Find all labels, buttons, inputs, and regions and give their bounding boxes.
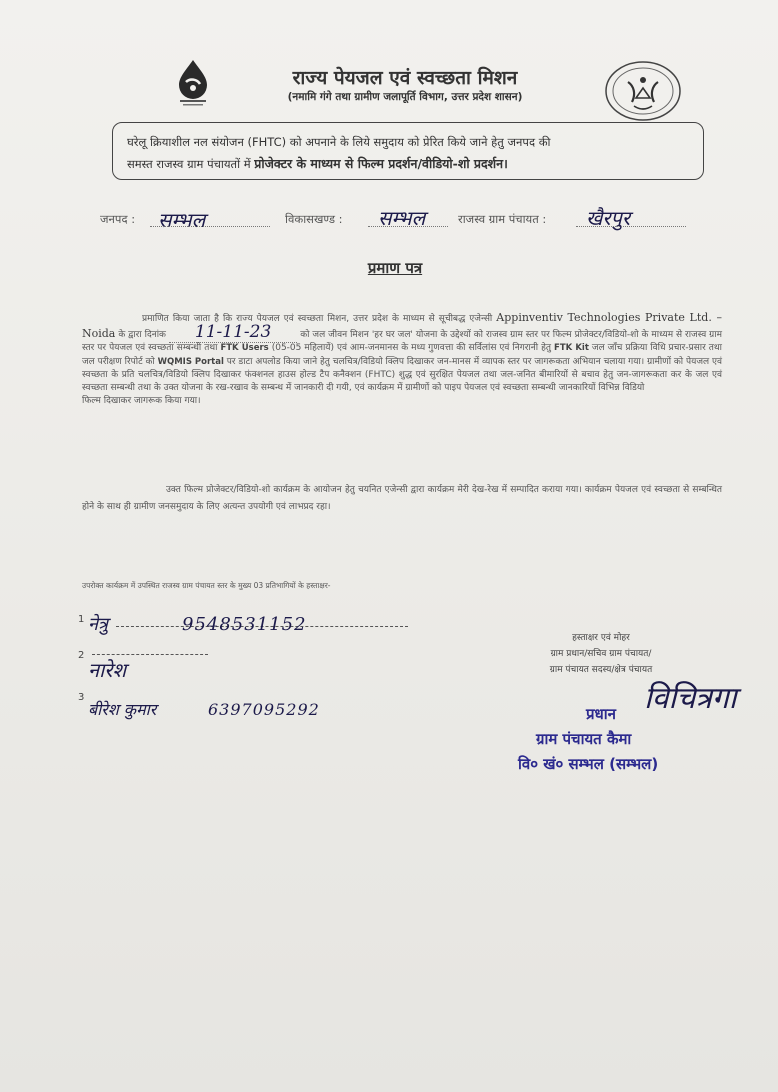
p1-part-b: के द्वारा दिनांक: [118, 330, 166, 341]
p1-part-g: फिल्म दिखाकर जागरूक किया गया।: [82, 396, 201, 407]
participant-number: 3: [78, 692, 85, 703]
location-fields: [100, 206, 700, 238]
ftk-users: FTK Users: [220, 343, 269, 354]
agency-name: Appinventiv Technologies Private Ltd. – Noida: [82, 311, 722, 341]
banner-line-2-bold: प्रोजेक्टर के माध्यम से फिल्म प्रदर्शन/वीडियो-शो प्रदर्शन।: [254, 156, 508, 171]
participant-row: [78, 612, 408, 642]
p1-part-c: को जल जीवन मिशन 'हर घर जल' योजना के उद्देश्यों को राजस्व ग्राम स्तर पर फिल्म प्रोजेक्टर/विडियो-शो के माध्यम से राजस्व ग्राम स्तर पर पेयजल एवं स्वच्छता सम्बन्धी तथा: [82, 330, 722, 354]
participant-row: [78, 650, 408, 686]
pradhan-signature: विचित्रगा: [644, 681, 737, 716]
participant-phone: 9548531152: [182, 614, 307, 635]
ftk-kit: FTK Kit: [554, 343, 589, 354]
panchayat-line: [576, 226, 686, 227]
signature-block-line-1: हस्ताक्षर एवं मोहर: [572, 633, 630, 643]
wqmis-portal: WQMIS Portal: [157, 356, 224, 367]
jal-jeevan-logo: [170, 58, 216, 108]
scheme-banner: [112, 122, 704, 180]
pradhan-stamp: [518, 702, 708, 777]
up-government-emblem: [604, 60, 682, 122]
signature-block-line-2: ग्राम प्रधान/सचिव ग्राम पंचायत/: [550, 649, 652, 659]
stamp-line-2: ग्राम पंचायत कैमा: [536, 730, 632, 748]
stamp-line-3: वि० खं० सम्भल (सम्भल): [518, 755, 659, 773]
header-subtitle: (नमामि गंगे तथा ग्रामीण जलापूर्ति विभाग, उत्तर प्रदेश शासन): [287, 91, 523, 103]
banner-line-1: घरेलू क्रियाशील नल संयोजन (FHTC) को अपनाने के लिये समुदाय को प्रेरित किये जाने हेतु जनपद की: [127, 135, 551, 149]
document-title: प्रमाण पत्र: [367, 259, 423, 277]
banner-line-2: [127, 153, 687, 175]
certificate-paragraph-1: [82, 311, 722, 408]
block-label: विकासखण्ड :: [285, 212, 343, 226]
participant-name: बीरेश कुमार: [88, 700, 157, 719]
participant-name: नारेश: [88, 658, 127, 682]
panchayat-value: खैरपुर: [586, 206, 631, 230]
participant-name: नेत्रु: [88, 614, 108, 635]
block-line: [368, 226, 448, 227]
header-title: राज्य पेयजल एवं स्वच्छता मिशन: [292, 67, 518, 89]
block-value: सम्भल: [378, 206, 426, 230]
district-value: सम्भल: [158, 208, 206, 232]
participant-row: [78, 692, 408, 728]
p1-part-e: जल जाँच प्रक्रिया विधि प्रचार-प्रसार तथा जल परीक्षण रिपोर्ट को: [82, 343, 722, 367]
signature-line: [92, 654, 208, 655]
p1-part-d: (05-05 महिलायें) एवं आम-जनमानस के मध्य गुणवत्ता की सर्विलांस एवं निगरानी हेतु: [271, 343, 552, 354]
program-date: 11-11-23: [169, 322, 297, 343]
participant-number: 1: [78, 614, 85, 625]
district-label: जनपद :: [100, 212, 136, 226]
participants-note: उपरोक्त कार्यक्रम में उपस्थित राजस्व ग्राम पंचायत स्तर के मुख्य 03 प्रतिभागियों के हस्ताक्षर-: [82, 581, 331, 590]
p1-part-a: प्रमाणित किया जाता है कि राज्य पेयजल एवं स्वच्छता मिशन, उत्तर प्रदेश के माध्यम से सूचीबद्ध एजेन्सी: [142, 314, 493, 324]
participant-phone: 6397095292: [208, 700, 320, 719]
signature-block: [506, 630, 696, 678]
district-line: [150, 226, 270, 227]
signature-block-line-3: ग्राम पंचायत सदस्य/क्षेत्र पंचायत: [549, 665, 653, 675]
stamp-line-1: प्रधान: [586, 705, 616, 723]
participant-number: 2: [78, 650, 85, 661]
certificate-paragraph-2: उक्त फिल्म प्रोजेक्टर/विडियो-शो कार्यक्रम के आयोजन हेतु चयनित एजेन्सी द्वारा कार्यक्रम मेरी देख-रेख में सम्पादित कराया गया। कार्यक्रम पेयजल एवं स्वच्छता से सम्बन्धित होने के साथ ही ग्रामीण जनसमुदाय के लिए अत्यन्त उपयोगी एवं लाभप्रद रहा।: [82, 485, 722, 512]
panchayat-label: राजस्व ग्राम पंचायत :: [458, 212, 547, 226]
banner-line-2-start: समस्त राजस्व ग्राम पंचायतों में: [127, 157, 251, 171]
p1-part-f: पर डाटा अपलोड किया जाने हेतु चलचित्र/विडियो क्लिप दिखाकर जन-मानस में व्यापक स्तर पर जागरूकता अभियान चलाया गया। ग्रामीणों को पेयजल एवं स्वच्छता के प्रति चलचित्र/विडियो क्लिप दिखाकर फंक्शनल हाउस होल्ड टैप कनैक्शन (FHTC) शुद्ध एवं सुरक्षित पेयजल तथा जल-जनित बीमारियों से बचाव हेतु जन-जागरूकता कर के जल एवं स्वच्छता सम्बन्धी तथा के उक्त योजना के रख-रखाव के सम्बन्ध में जानकारी दी गयी, एवं कार्यक्रम में ग्रामीणों को पाइप पेयजल एवं स्वच्छता सम्बन्धी जानकारियों विभिन्न विडियो: [82, 356, 722, 394]
